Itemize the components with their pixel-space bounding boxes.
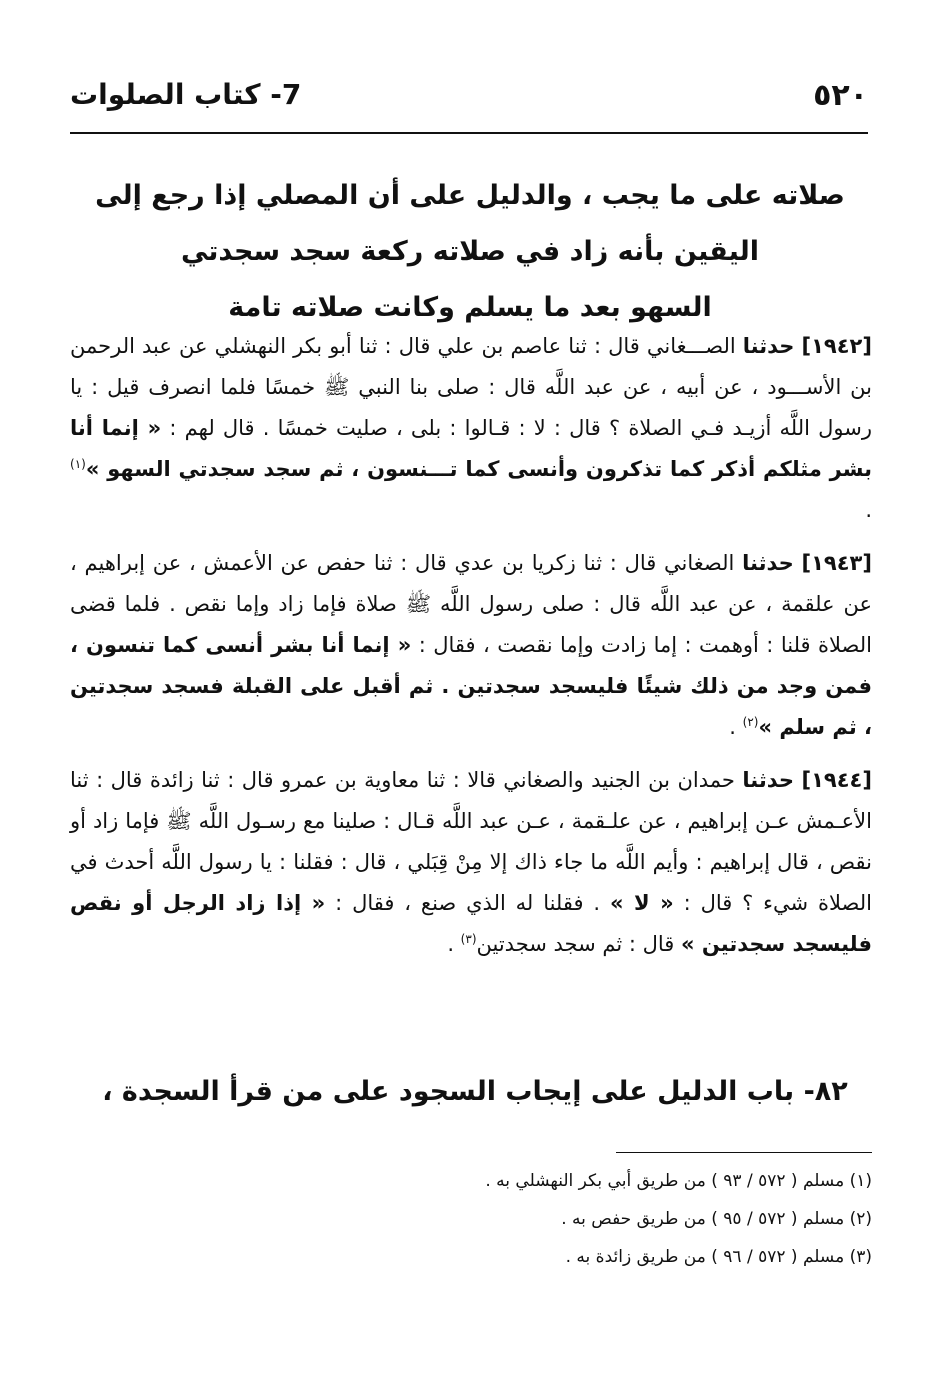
hadith-number: [١٩٤٢] bbox=[801, 334, 872, 358]
section-title bbox=[90, 168, 850, 336]
page-header bbox=[70, 78, 868, 118]
hadith-quote-2: « إذا زاد الرجل أو نقص فليسجد سجدتين » bbox=[70, 891, 872, 956]
footnote-2: (٢) مسلم ( ٥٧٢ / ٩٥ ) من طريق حفص به . bbox=[561, 1209, 872, 1229]
hadith-number: [١٩٤٣] bbox=[801, 551, 872, 575]
section-title-line-3: السهو بعد ما يسلم وكانت صلاته تامة bbox=[228, 292, 712, 323]
footnote-ref: (١) bbox=[70, 457, 86, 471]
hadith-quote: « إنما أنا بشر أنسى كما تنسون ، فمن وجد من ذلك شيئًا فليسجد سجدتين . ثم أقبل على القبلة فسجد سجدتين ، ثم سلم » bbox=[70, 633, 872, 739]
hadith-text: الصـــغاني قال : ثنا عاصم بن علي قال : ثنا أبو بكر النهشلي عن عبد الرحمن بن الأســـود ، عن أبيه ، عن عبد اللَّه قال : صلى بنا النبي ﷺ خمسًا فلما انصرف قيل : يا رسول اللَّه أزيـد فـي الصلاة ؟ قال : لا : قـالوا : بلى ، صليت خمسًا . قال لهم : bbox=[70, 334, 872, 440]
hadith-lead: حدثنا bbox=[742, 334, 795, 358]
footnote-1: (١) مسلم ( ٥٧٢ / ٩٣ ) من طريق أبي بكر النهشلي به . bbox=[485, 1171, 872, 1191]
hadith-text-2: . فقلنا له الذي صنع ، فقال : bbox=[335, 891, 601, 915]
hadith-1944 bbox=[70, 760, 872, 965]
hadith-text: حمدان بن الجنيد والصغاني قالا : ثنا معاوية بن عمرو قال : ثنا زائدة قال : ثنا الأعـمش عـن إبراهيم ، عن علـقمة ، عـن عبد اللَّه قـال : صلينا مع رسـول اللَّه ﷺ فإما زاد أو نقص ، قال إبراهيم : وأيم اللَّه ما جاء ذاك إلا مِنْ قِبَلي ، قال : فقلنا : يا رسول اللَّه أحدث في الصلاة شيء ؟ قال : bbox=[70, 768, 872, 915]
hadith-text: الصغاني قال : ثنا زكريا بن عدي قال : ثنا حفص عن الأعمش ، عن إبراهيم ، عن علقمة ، عن عبد اللَّه قال : صلى رسول اللَّه ﷺ صلاة فإما زاد وإما نقص . فلما قضى الصلاة قلنا : أوهمت : إما زادت وإما نقصت ، فقال : bbox=[70, 551, 872, 657]
footnote-ref: (٣) bbox=[460, 932, 477, 946]
hadith-lead: حدثنا bbox=[742, 768, 794, 792]
footnotes bbox=[120, 1162, 872, 1276]
hadith-1942 bbox=[70, 326, 872, 531]
hadith-body bbox=[70, 326, 872, 965]
hadith-quote: « لا » bbox=[609, 891, 674, 915]
section-title-line-1: صلاته على ما يجب ، والدليل على أن المصلي إذا رجع إلى bbox=[95, 180, 845, 211]
hadith-number: [١٩٤٤] bbox=[801, 768, 872, 792]
footnote-3: (٣) مسلم ( ٥٧٢ / ٩٦ ) من طريق زائدة به . bbox=[565, 1247, 872, 1267]
hadith-end: . bbox=[447, 932, 461, 956]
hadith-text-3: قال : ثم سجد سجدتين bbox=[476, 932, 675, 956]
page-number: ٥٢٠ bbox=[813, 78, 868, 113]
hadith-lead: حدثنا bbox=[742, 551, 794, 575]
chapter-heading: ٨٢- باب الدليل على إيجاب السجود على من قرأ السجدة ، bbox=[102, 1076, 848, 1107]
hadith-end: . bbox=[729, 715, 743, 739]
footnote-rule bbox=[616, 1152, 872, 1153]
hadith-1943 bbox=[70, 543, 872, 748]
hadith-quote: « إنما أنا بشر مثلكم أذكر كما تذكرون وأنسى كما تـــنسون ، ثم سجد سجدتي السهو » bbox=[70, 416, 872, 481]
hadith-end: . bbox=[865, 498, 872, 522]
section-title-line-2: اليقين بأنه زاد في صلاته ركعة سجد سجدتي bbox=[180, 236, 760, 267]
header-rule bbox=[70, 132, 868, 134]
running-book-title: 7- كتاب الصلوات bbox=[70, 78, 302, 111]
footnote-ref: (٢) bbox=[742, 715, 759, 729]
